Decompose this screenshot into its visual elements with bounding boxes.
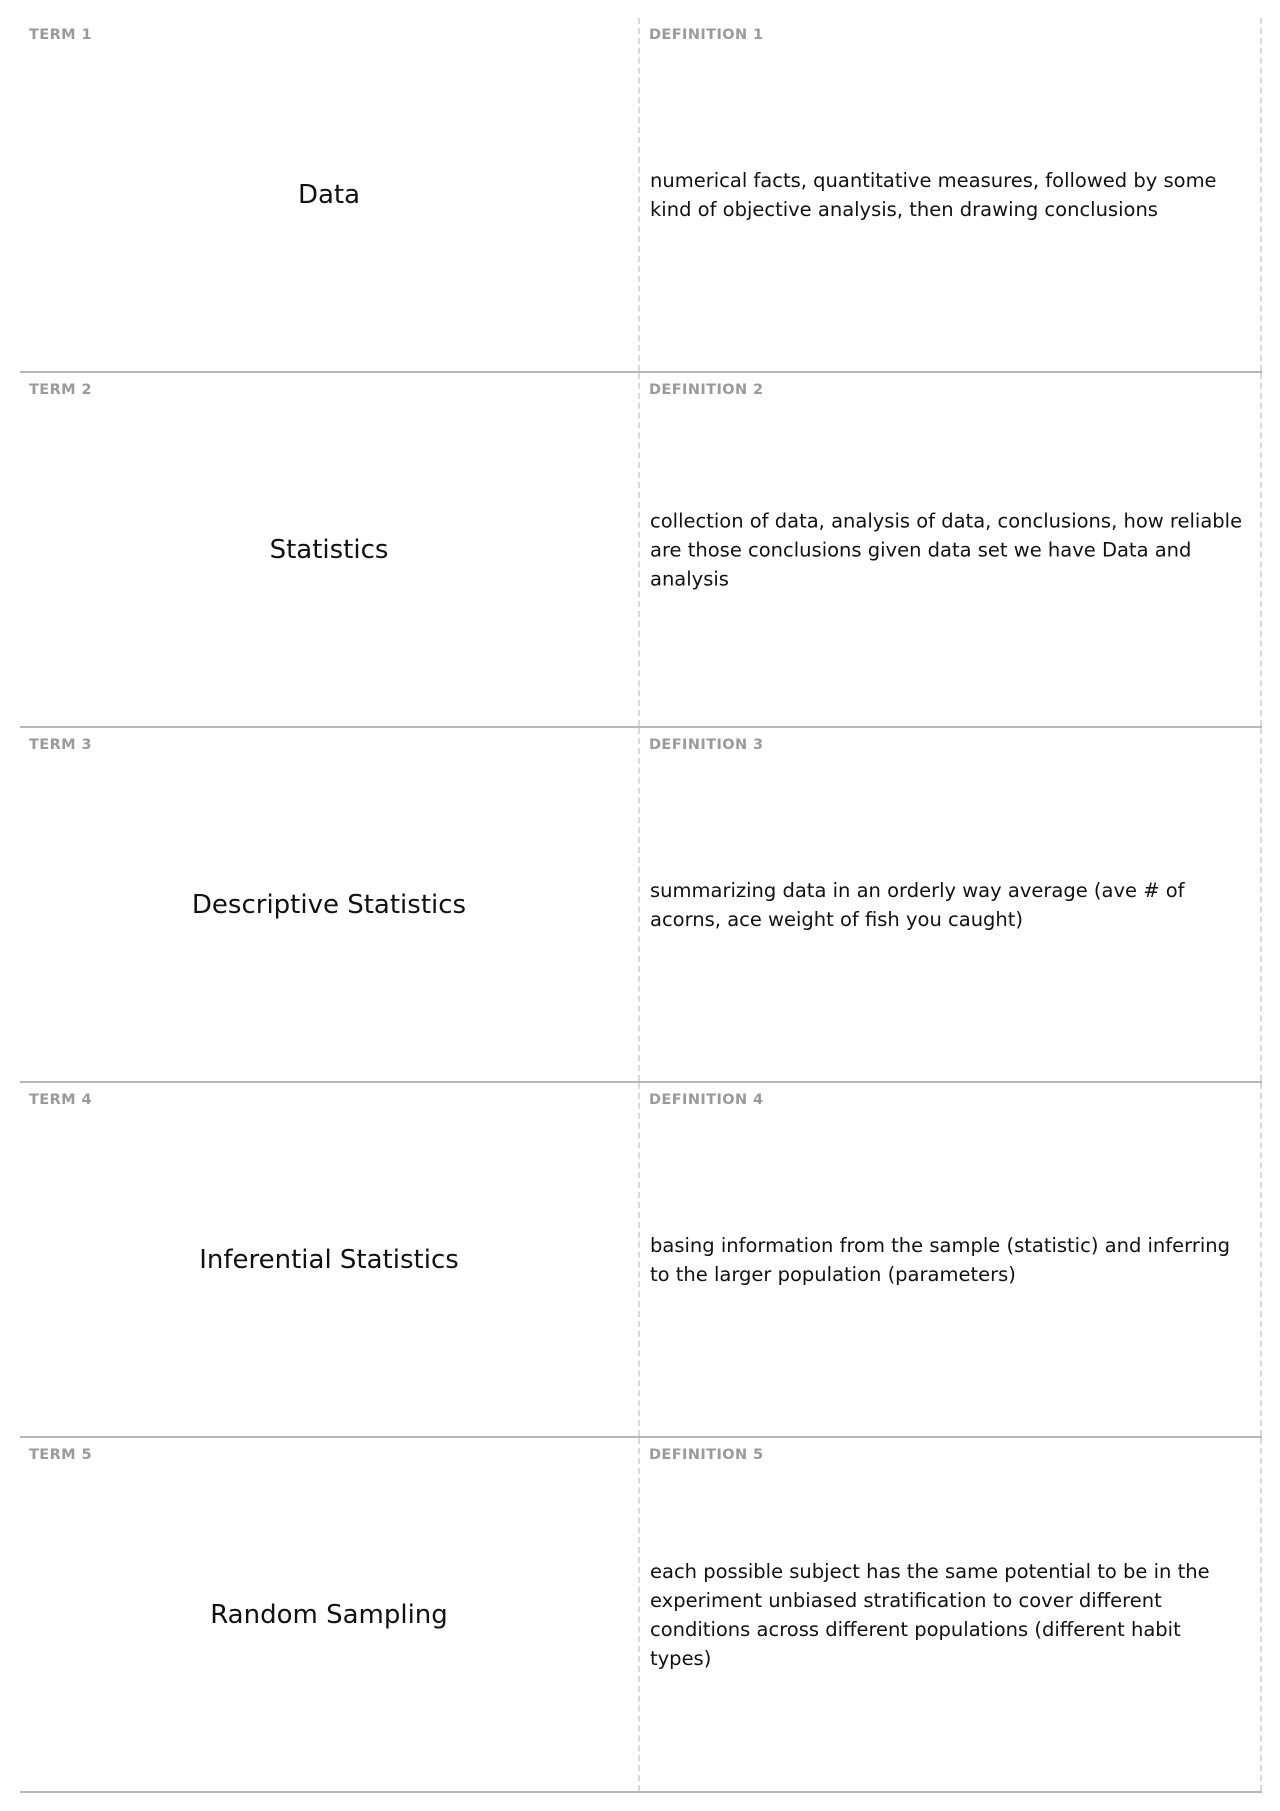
definition-cell xyxy=(640,728,1262,1081)
term-label: TERM 5 xyxy=(29,1447,92,1463)
term-cell xyxy=(20,1083,640,1436)
flashcard-row xyxy=(20,1438,1262,1793)
flashcard-row xyxy=(20,728,1262,1083)
term-cell xyxy=(20,728,640,1081)
definition-cell xyxy=(640,1083,1262,1436)
definition-text: summarizing data in an orderly way average (ave # of acorns, ace weight of fish you caught) xyxy=(650,878,1185,931)
flashcard-row xyxy=(20,1083,1262,1438)
term-cell xyxy=(20,18,640,371)
term-text: Data xyxy=(297,179,361,210)
flashcard-row xyxy=(20,18,1262,373)
term-label: TERM 2 xyxy=(29,382,92,398)
term-text: Statistics xyxy=(269,534,389,565)
definition-text: collection of data, analysis of data, conclusions, how reliable are those conclusions given data set we have Data and analysis xyxy=(650,509,1243,590)
definition-label: DEFINITION 3 xyxy=(649,737,764,753)
term-cell xyxy=(20,1438,640,1791)
definition-cell xyxy=(640,18,1262,371)
term-text: Descriptive Statistics xyxy=(191,889,467,920)
term-label: TERM 3 xyxy=(29,737,92,753)
definition-label: DEFINITION 1 xyxy=(649,27,764,43)
definition-label: DEFINITION 2 xyxy=(649,382,764,398)
term-text: Random Sampling xyxy=(210,1599,448,1630)
definition-label: DEFINITION 5 xyxy=(649,1447,764,1463)
definition-label: DEFINITION 4 xyxy=(649,1092,764,1108)
definition-text: each possible subject has the same potential to be in the experiment unbiased stratification to cover different conditions across different populations (different habit types) xyxy=(650,1559,1210,1670)
term-label: TERM 1 xyxy=(29,27,92,43)
definition-text: numerical facts, quantitative measures, followed by some kind of objective analysis, then drawing conclusions xyxy=(650,168,1217,221)
definition-cell xyxy=(640,373,1262,726)
flashcard-sheet xyxy=(20,18,1262,1793)
term-text: Inferential Statistics xyxy=(199,1244,459,1275)
definition-cell xyxy=(640,1438,1262,1791)
definition-text: basing information from the sample (statistic) and inferring to the larger population (parameters) xyxy=(650,1233,1231,1286)
flashcard-row xyxy=(20,373,1262,728)
term-cell xyxy=(20,373,640,726)
term-label: TERM 4 xyxy=(29,1092,92,1108)
